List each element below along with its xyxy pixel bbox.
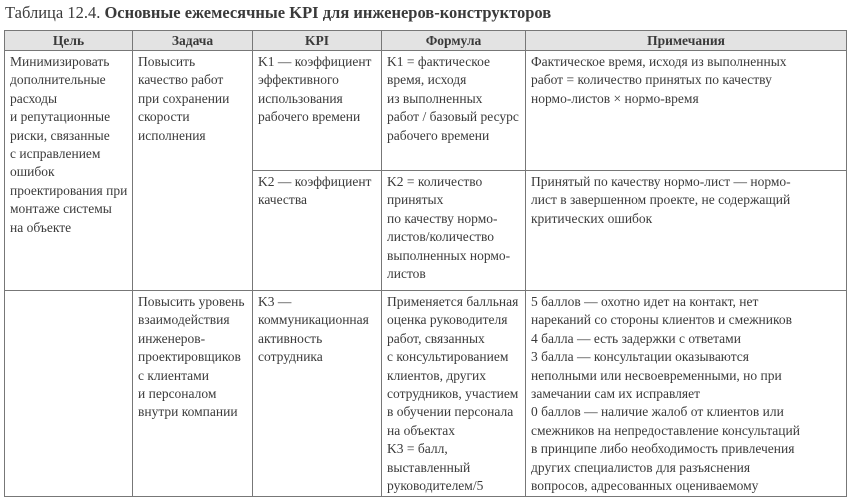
text-line: K3 — <box>258 294 292 309</box>
text-line: выполненных нормо- <box>387 247 511 263</box>
header-formula: Формула <box>382 31 526 51</box>
kpi-table <box>4 30 847 497</box>
text-line: нареканий со стороны клиентов и смежников <box>531 312 792 328</box>
text-line: Принятый по качеству нормо-лист — нормо- <box>531 174 791 189</box>
text-line: с консультированием <box>387 349 509 365</box>
header-kpi: KPI <box>253 31 382 51</box>
text-line: сотрудника <box>258 349 323 365</box>
text-line: по качеству нормо- <box>387 210 498 226</box>
text-line: с исправлением <box>10 146 101 162</box>
kpi-cell <box>253 171 382 291</box>
table-row <box>5 51 847 171</box>
text-line: лист в завершенном проекте, не содержащий <box>531 192 791 208</box>
text-line: неполными или несвоевременными, но при <box>531 367 782 383</box>
text-line: коммуникационная <box>258 312 369 328</box>
text-line: при сохранении <box>138 90 230 106</box>
text-line: сотрудников, участием <box>387 386 519 402</box>
task-cell <box>133 291 253 497</box>
text-line: дополнительные <box>10 72 106 88</box>
text-line: с клиентами <box>138 367 209 383</box>
text-line: активность <box>258 330 323 346</box>
text-line: проектировщиков <box>138 349 241 365</box>
text-line: скорости <box>138 109 190 125</box>
text-line: вопросов, адресованных оцениваемому <box>531 478 759 494</box>
text-line: на объектах <box>387 422 456 438</box>
text-line: нормо-листов × нормо-время <box>531 90 699 106</box>
text-line: 3 балла — консультации оказываются <box>531 349 749 365</box>
text-line: клиентов, других <box>387 367 487 383</box>
text-line: Фактическое время, исходя из выполненных <box>531 54 787 69</box>
text-line: проектирования при <box>10 182 128 198</box>
text-line: эффективного <box>258 72 339 88</box>
notes-cell <box>526 291 847 497</box>
text-line: Минимизировать <box>10 54 110 69</box>
text-line: критических ошибок <box>531 210 653 226</box>
text-line: качества <box>258 192 308 208</box>
text-line: замечании сам их исправляет <box>531 386 700 402</box>
text-line: в обучении персонала <box>387 404 514 420</box>
text-line: исполнения <box>138 127 206 143</box>
goal-cell <box>5 51 133 291</box>
header-task: Задача <box>133 31 253 51</box>
header-goal: Цель <box>5 31 133 51</box>
formula-cell <box>382 171 526 291</box>
text-line: других специалистов для разъяснения <box>531 459 751 475</box>
text-line: K3 = балл, <box>387 441 448 457</box>
text-line: время, исходя <box>387 72 467 88</box>
goal-cell <box>5 291 133 497</box>
text-line: K1 — коэффициент <box>258 54 372 69</box>
text-line: на объекте <box>10 219 72 235</box>
text-line: работ, связанных <box>387 330 485 346</box>
caption-title: Основные ежемесячные KPI для инженеров-конструкторов <box>104 3 552 22</box>
text-line: K1 = фактическое <box>387 54 490 69</box>
text-line: 0 баллов — наличие жалоб от клиентов или <box>531 404 784 420</box>
text-line: Повысить уровень <box>138 294 245 309</box>
text-line: K2 = количество <box>387 174 483 189</box>
text-line: расходы <box>10 90 58 106</box>
notes-cell <box>526 171 847 291</box>
text-line: использования <box>258 90 343 106</box>
text-line: и репутационные <box>10 109 111 125</box>
text-line: руководителем/5 <box>387 478 484 494</box>
text-line: рабочего времени <box>258 109 361 125</box>
text-line: внутри компании <box>138 404 238 420</box>
header-notes: Примечания <box>526 31 847 51</box>
text-line: листов <box>387 266 426 282</box>
text-line: ошибок <box>10 164 55 180</box>
text-line: работ = количество принятых по качеству <box>531 72 772 88</box>
text-line: 4 балла — есть задержки с ответами <box>531 330 741 346</box>
text-line: работ / базовый ресурс <box>387 109 519 125</box>
header-row <box>5 31 847 51</box>
text-line: качество работ <box>138 72 224 88</box>
text-line: инженеров- <box>138 330 206 346</box>
formula-cell <box>382 291 526 497</box>
table-caption <box>5 3 551 23</box>
text-line: из выполненных <box>387 90 483 106</box>
text-line: оценка руководителя <box>387 312 508 328</box>
notes-cell <box>526 51 847 171</box>
text-line: выставленный <box>387 459 471 475</box>
text-line: принятых <box>387 192 444 208</box>
task-cell <box>133 51 253 291</box>
caption-prefix: Таблица 12.4. <box>5 3 105 22</box>
table-row <box>5 291 847 497</box>
text-line: Применяется балльная <box>387 294 519 309</box>
text-line: монтаже системы <box>10 201 112 217</box>
text-line: взаимодействия <box>138 312 230 328</box>
kpi-cell <box>253 291 382 497</box>
kpi-cell <box>253 51 382 171</box>
text-line: риски, связанные <box>10 127 110 143</box>
text-line: в принципе либо необходимость привлечения <box>531 441 795 457</box>
text-line: смежников на непредоставление консультаций <box>531 422 800 438</box>
text-line: 5 баллов — охотно идет на контакт, нет <box>531 294 759 309</box>
formula-cell <box>382 51 526 171</box>
text-line: K2 — коэффициент <box>258 174 372 189</box>
text-line: листов/количество <box>387 229 494 245</box>
text-line: Повысить <box>138 54 196 69</box>
text-line: рабочего времени <box>387 127 490 143</box>
text-line: и персоналом <box>138 386 217 402</box>
